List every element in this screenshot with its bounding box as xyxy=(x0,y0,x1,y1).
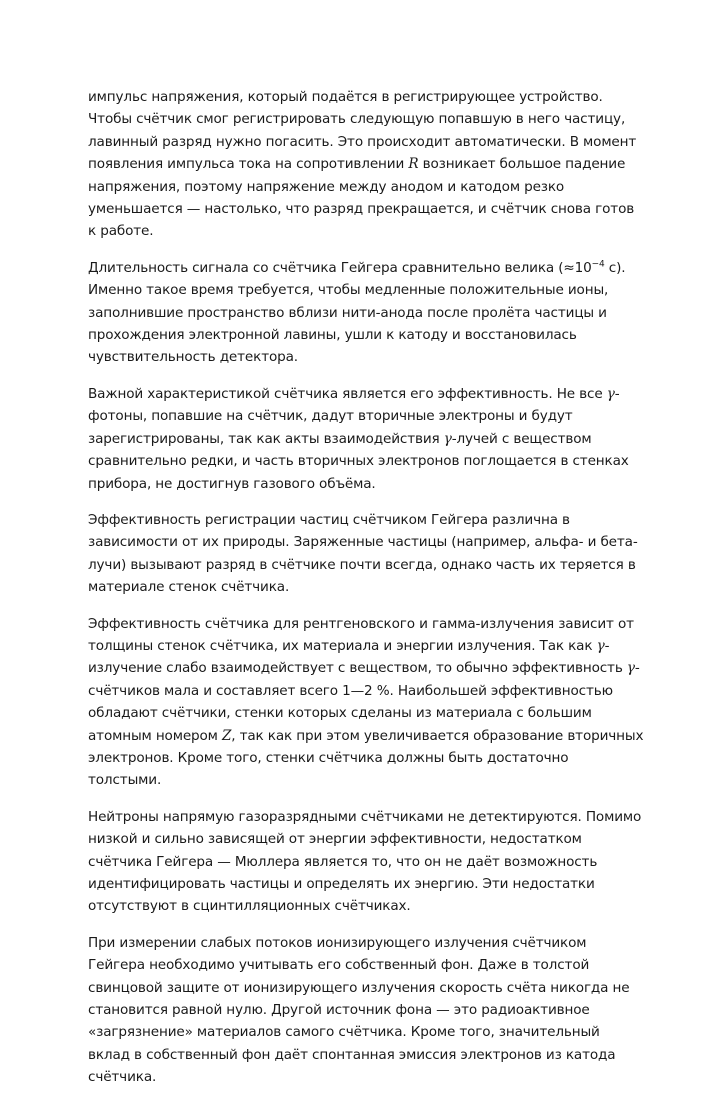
paragraph-6 xyxy=(88,806,644,918)
paragraph-1 xyxy=(88,86,644,243)
math-symbol: γ xyxy=(443,430,452,447)
text-run: Нейтроны напрямую газоразрядными счётчиками не детектируются. Помимо низкой и сильно зависящей от энергии эффективности, недостатком счётчика Гейгера — Мюллера является то, что он не даёт возможность идентифицировать частицы и определять их энергию. Эти недостатки отсутствуют в сцинтилляционных счётчиках. xyxy=(88,808,642,915)
text-run: -лучей с веществом сравнительно редки, и часть вторичных электронов поглощается в стенках прибора, не достигнув газового объёма. xyxy=(88,430,629,492)
text-run: Эффективность счётчика для рентгеновского и гамма-излучения зависит от толщины стенок счётчика, их материала и энергии излучения. Так как xyxy=(88,615,634,654)
text-run: импульс напряжения, который подаётся в регистрирующее устройство. Чтобы счётчик смог регистрировать следующую попавшую в него частицу, лавинный разряд нужно погасить. Это происходит автоматически. В момент появления импульса тока на сопротивлении xyxy=(88,89,637,173)
text-run: -фотоны, попавшие на счётчик, дадут вторичные электроны и будут зарегистрированы, так как акты взаимодействия xyxy=(88,385,620,447)
text-run: Длительность сигнала со счётчика Гейгера сравнительно велика (≈10 xyxy=(88,259,592,276)
text-run: с). Именно такое время требуется, чтобы медленные положительные ионы, заполнившие пространство вблизи нити-анода после пролёта частицы и прохождения электронной лавины, ушли к катоду и восстановилась чувствительность детектора. xyxy=(88,259,626,366)
paragraph-3 xyxy=(88,383,644,495)
math-symbol: γ xyxy=(626,660,635,677)
paragraph-4 xyxy=(88,509,644,599)
paragraph-5 xyxy=(88,613,644,792)
math-symbol: γ xyxy=(606,385,615,402)
paragraph-7 xyxy=(88,932,644,1089)
text-run: При измерении слабых потоков ионизирующего излучения счётчиком Гейгера необходимо учитывать его собственный фон. Даже в толстой свинцовой защите от ионизирующего излучения скорость счёта никогда не становится равной нулю. Другой источник фона — это радиоактивное «загрязнение» материалов самого счётчика. Кроме того, значительный вклад в собственный фон даёт спонтанная эмиссия электронов из катода счётчика. xyxy=(88,934,630,1086)
text-run: Эффективность регистрации частиц счётчиком Гейгера различна в зависимости от их природы. Заряженные частицы (например, альфа- и бета-лучи) вызывают разряд в счётчике почти всегда, однако часть их теряется в материале стенок счётчика. xyxy=(88,511,638,596)
text-run: возникает большое падение напряжения, поэтому напряжение между анодом и катодом резко уменьшается — настолько, что разряд прекращается, и счётчик снова готов к работе. xyxy=(88,156,635,240)
text-run: -счётчиков мала и составляет всего 1—2 %. Наибольшей эффективностью обладают счётчики, стенки которых сделаны из материала с большим атомным номером xyxy=(88,660,640,744)
superscript: −4 xyxy=(591,259,605,270)
math-symbol: γ xyxy=(596,637,605,654)
paragraph-2 xyxy=(88,257,644,369)
document-body xyxy=(88,86,644,1103)
math-symbol: R xyxy=(408,156,419,173)
text-run: -излучение слабо взаимодействует с веществом, то обычно эффективность xyxy=(88,637,627,677)
text-run: , так как при этом увеличивается образование вторичных электронов. Кроме того, стенки счётчика должны быть достаточно толстыми. xyxy=(88,727,644,789)
text-run: Важной характеристикой счётчика является его эффективность. Не все xyxy=(88,385,607,402)
math-symbol: Z xyxy=(221,727,232,744)
